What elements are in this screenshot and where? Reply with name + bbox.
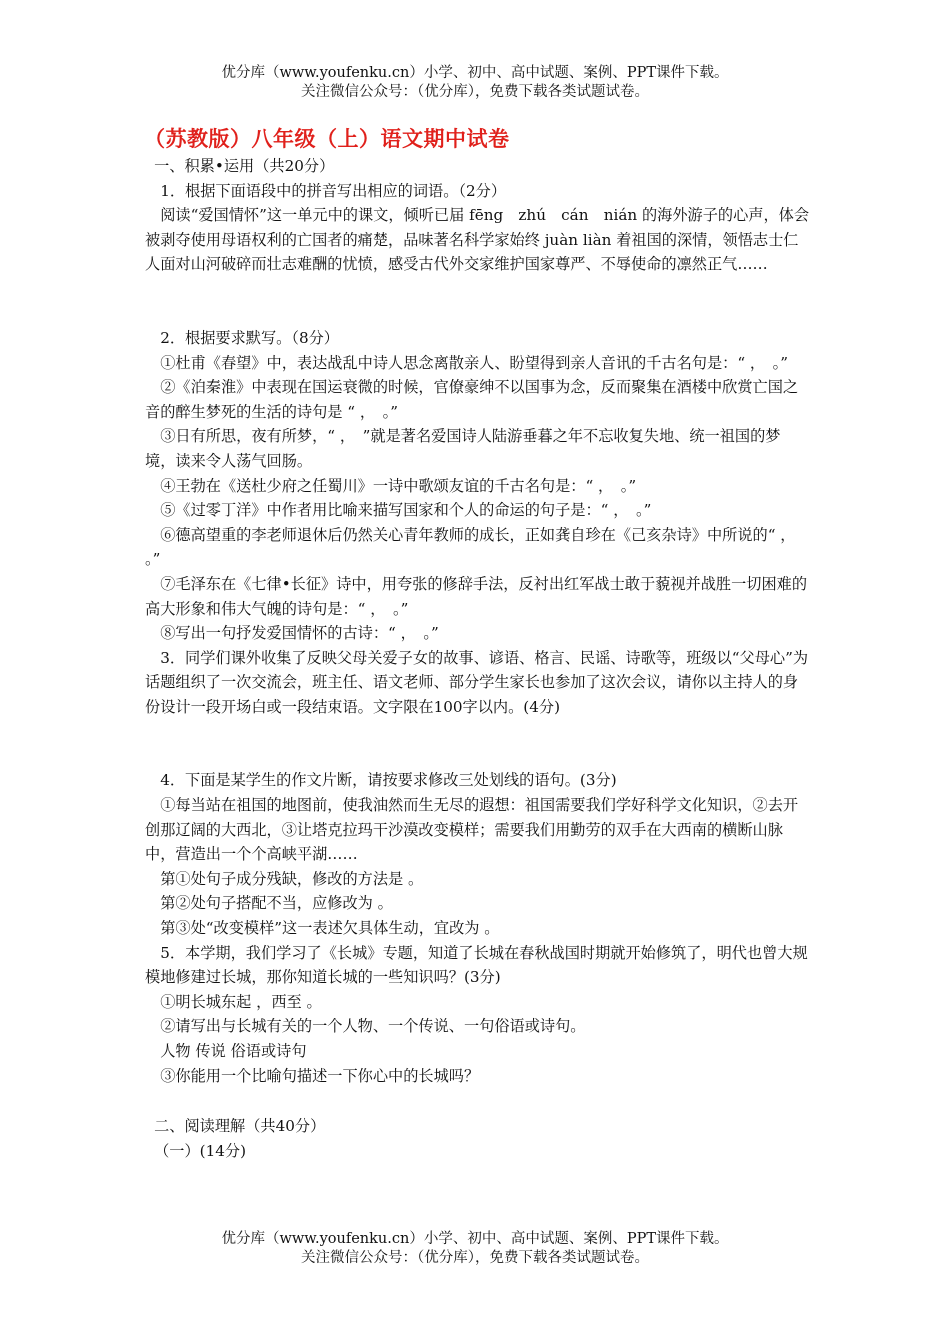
- header-line-1: 优分库（www.youfenku.cn）小学、初中、高中试题、案例、PPT课件下载。: [221, 65, 729, 81]
- question-4-stem: 4．下面是某学生的作文片断，请按要求修改三处划线的语句。(3分): [160, 771, 617, 790]
- question-4-item-1: 第①处句子成分残缺，修改的方法是 。: [160, 869, 424, 888]
- question-2-item-3: ③日有所思，夜有所梦，“ ， ”就是著名爱国诗人陆游垂暮之年不忘收复失地、统一祖国的梦境，读来令人荡气回肠。: [145, 427, 781, 470]
- question-5-item-4: ③你能用一个比喻句描述一下你心中的长城吗？: [160, 1066, 480, 1085]
- answer-space: [145, 1088, 810, 1114]
- section-heading-1: 一、积累•运用（共20分）: [154, 157, 335, 175]
- question-5-item-3: 人物 传说 俗语或诗句: [160, 1042, 307, 1060]
- footer-line-2: 关注微信公众号：（优分库），免费下载各类试题试卷。: [301, 1250, 649, 1266]
- question-2-item-7: ⑦毛泽东在《七律•长征》诗中，用夸张的修辞手法，反衬出红军战士敢于藐视并战胜一切困难的高大形象和伟大气魄的诗句是：“ ， 。”: [145, 574, 808, 618]
- page-header: [0, 64, 950, 102]
- question-5-item-1: ①明长城东起 ，西至 。: [160, 992, 322, 1011]
- question-1-stem: 1．根据下面语段中的拼音写出相应的词语。（2分）: [160, 181, 507, 200]
- question-2-item-1: ①杜甫《春望》中，表达战乱中诗人思念离散亲人、盼望得到亲人音讯的千古名句是：“ ， 。”: [160, 353, 789, 372]
- section-heading-2: 二、阅读理解（共40分）: [154, 1117, 326, 1136]
- question-3: 3．同学们课外收集了反映父母关爱子女的故事、谚语、格言、民谣、诗歌等，班级以“父母心”为话题组织了一次交流会，班主任、语文老师、部分学生家长也参加了这次会议，请你以主持人的身份设计一段开场白或一段结束语。文字限在100字以内。(4分): [145, 648, 809, 716]
- question-2-item-2: ②《泊秦淮》中表现在国运衰微的时候，官僚豪绅不以国事为念，反而聚集在酒楼中欣赏亡国之音的醉生梦死的生活的诗句是 “ ， 。”: [145, 378, 799, 421]
- header-line-2: 关注微信公众号：（优分库），免费下载各类试题试卷。: [301, 84, 649, 100]
- exam-title: （苏教版）八年级（上）语文期中试卷: [144, 126, 510, 151]
- question-2-item-6: ⑥德高望重的李老师退休后仍然关心青年教师的成长，正如龚自珍在《己亥杂诗》中所说的“ ， 。”: [145, 525, 804, 569]
- question-4-item-2: 第②处句子搭配不当，应修改为 。: [160, 894, 393, 913]
- question-5-item-2: ②请写出与长城有关的一个人物、一个传说、一句俗语或诗句。: [160, 1017, 586, 1036]
- question-4-passage: ①每当站在祖国的地图前，使我油然而生无尽的遐想：祖国需要我们学好科学文化知识，②去开创那辽阔的大西北，③让塔克拉玛干沙漠改变模样；需要我们用勤劳的双手在大西南的横断山脉中，营造出一个个高峡平湖……: [145, 796, 799, 864]
- exam-content: [145, 124, 810, 1163]
- question-5-stem: 5．本学期，我们学习了《长城》专题，知道了长城在春秋战国时期就开始修筑了，明代也曾大规模地修建过长城，那你知道长城的一些知识吗？(3分): [145, 943, 808, 987]
- question-2-item-8: ⑧写出一句抒发爱国情怀的古诗：“ ， 。”: [160, 624, 439, 643]
- footer-line-1: 优分库（www.youfenku.cn）小学、初中、高中试题、案例、PPT课件下载。: [221, 1231, 729, 1247]
- answer-space: [145, 719, 810, 768]
- page-footer: [0, 1230, 950, 1268]
- question-2-item-5: ⑤《过零丁洋》中作者用比喻来描写国家和个人的命运的句子是：“ ， 。”: [160, 501, 652, 520]
- question-2-stem: 2．根据要求默写。（8分）: [160, 328, 339, 347]
- question-2-item-4: ④王勃在《送杜少府之任蜀川》一诗中歌颂友谊的千古名句是：“ ， 。”: [160, 476, 637, 495]
- question-4-item-3: 第③处“改变模样”这一表述欠具体生动，宜改为 。: [160, 919, 500, 938]
- question-1-body: 阅读“爱国情怀”这一单元中的课文，倾听已届 fēng zhú cán nián 的海外游子的心声，体会被剥夺使用母语权利的亡国者的痛楚，品味著名科学家始终 juàn liàn 着祖国的深情，领悟志士仁人面对山河破碎而壮志难酬的忧愤，感受古代外交家维护国家尊严、不辱使命的凛然正气……: [145, 206, 810, 274]
- answer-space: [145, 277, 810, 326]
- section-2-sub-1: （一）(14分): [154, 1141, 247, 1160]
